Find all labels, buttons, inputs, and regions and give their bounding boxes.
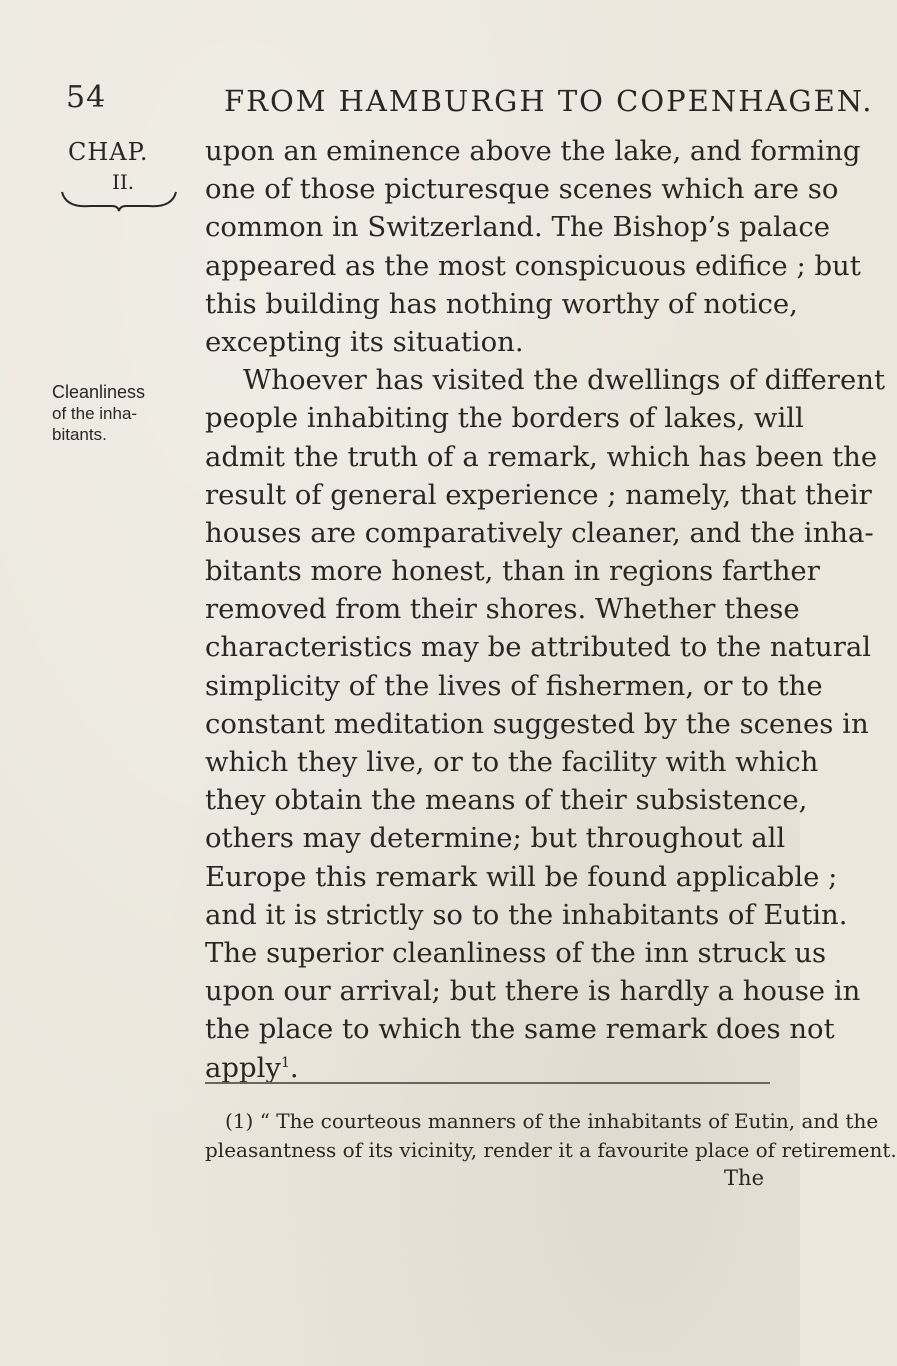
footnote-line: pleasantness of its vicinity, render it a favourite place of retirement.: [205, 1138, 897, 1162]
text-line: bitants more honest, than in regions farther: [205, 555, 820, 588]
text-line: constant meditation suggested by the scenes in: [205, 707, 869, 740]
text-line: they obtain the means of their subsistence,: [205, 784, 808, 817]
text-line: and it is strictly so to the inhabitants of Eutin.: [205, 898, 848, 931]
margin-note-line: of the inha-: [52, 404, 138, 423]
footnote-line: (1) “ The courteous manners of the inhabitants of Eutin, and the: [225, 1109, 879, 1133]
page-number: 54: [66, 80, 107, 115]
footnote-rule: [205, 1082, 770, 1084]
text-line: appeared as the most conspicuous edifice ; but: [205, 249, 861, 282]
text-line: result of general experience ; namely, that their: [205, 478, 872, 511]
catchword: The: [724, 1166, 764, 1190]
text-line: common in Switzerland. The Bishop’s palace: [205, 211, 831, 244]
chapter-label: CHAP.: [68, 138, 149, 166]
footnote-reference: 1: [280, 1054, 290, 1071]
text-line: The superior cleanliness of the inn struck us: [205, 936, 827, 969]
text-line: excepting its situation.: [205, 325, 524, 358]
text-line: people inhabiting the borders of lakes, will: [205, 402, 804, 435]
text-line: Europe this remark will be found applicable ;: [205, 860, 838, 893]
text-line: one of those picturesque scenes which are so: [205, 173, 839, 206]
text-line: apply: [205, 1051, 281, 1084]
text-line: simplicity of the lives of fishermen, or to the: [205, 669, 823, 702]
margin-note-line: bitants.: [52, 425, 107, 444]
text-line: the place to which the same remark does not: [205, 1013, 835, 1046]
text-line: this building has nothing worthy of notice,: [205, 287, 798, 320]
text-line: houses are comparatively cleaner, and the inha-: [205, 516, 874, 549]
text-line: admit the truth of a remark, which has been the: [205, 440, 878, 473]
running-head: FROM HAMBURGH TO COPENHAGEN.: [224, 84, 874, 118]
text-line: upon an eminence above the lake, and forming: [205, 135, 861, 167]
text-line: Whoever has visited the dwellings of different: [243, 364, 885, 397]
margin-note-line: Cleanliness: [52, 382, 146, 402]
chapter-brace-ornament: [60, 188, 178, 212]
footnote: [205, 1107, 897, 1165]
text-line: removed from their shores. Whether these: [205, 593, 800, 626]
text-line: others may determine; but throughout all: [205, 822, 786, 855]
body-text: [205, 132, 885, 1087]
text-line-final: apply$^1$.: [205, 1051, 299, 1084]
text-line: which they live, or to the facility with which: [205, 746, 819, 778]
chapter-number: II.: [112, 170, 135, 194]
text-line: characteristics may be attributed to the natural: [205, 631, 872, 664]
text-line: upon our arrival; but there is hardly a house in: [205, 975, 861, 1008]
